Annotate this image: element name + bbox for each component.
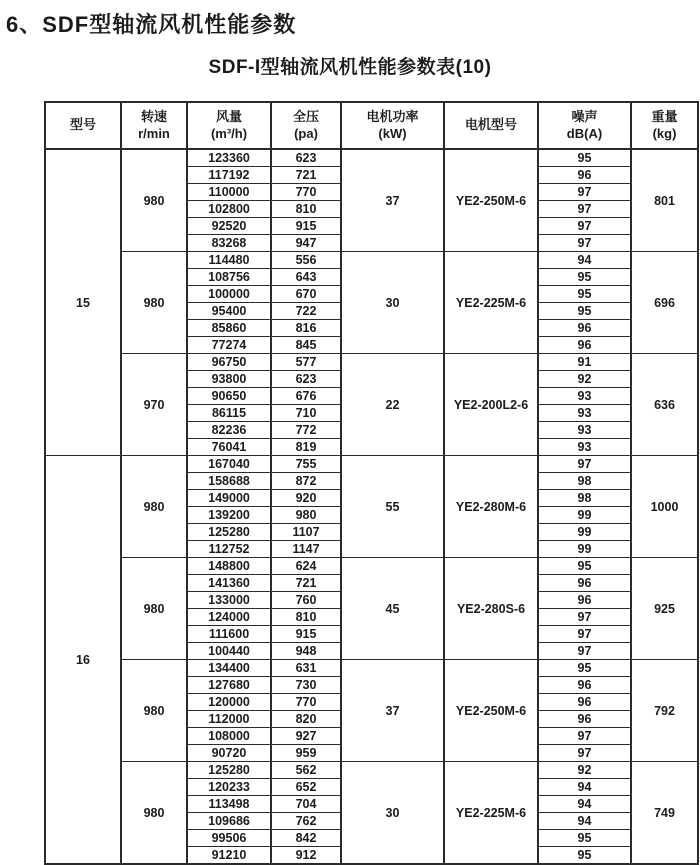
power-cell: 45 <box>341 558 444 660</box>
pressure-cell: 556 <box>271 252 341 269</box>
motor-model-cell: YE2-225M-6 <box>444 762 538 865</box>
motor-model-cell: YE2-280M-6 <box>444 456 538 558</box>
weight-cell: 925 <box>631 558 698 660</box>
noise-cell: 92 <box>538 371 631 388</box>
table-title: SDF-I型轴流风机性能参数表(10) <box>208 57 492 78</box>
power-cell: 55 <box>341 456 444 558</box>
pressure-cell: 1107 <box>271 524 341 541</box>
page-title: 6、SDF型轴流风机性能参数 <box>6 12 297 37</box>
airflow-cell: 108000 <box>187 728 271 745</box>
pressure-cell: 770 <box>271 184 341 201</box>
noise-cell: 95 <box>538 558 631 575</box>
airflow-cell: 139200 <box>187 507 271 524</box>
noise-cell: 95 <box>538 830 631 847</box>
pressure-cell: 623 <box>271 149 341 167</box>
noise-cell: 97 <box>538 609 631 626</box>
pressure-cell: 721 <box>271 167 341 184</box>
pressure-cell: 920 <box>271 490 341 507</box>
airflow-cell: 112752 <box>187 541 271 558</box>
noise-cell: 96 <box>538 167 631 184</box>
weight-cell: 749 <box>631 762 698 865</box>
noise-cell: 97 <box>538 728 631 745</box>
header-row <box>45 102 698 149</box>
pressure-cell: 624 <box>271 558 341 575</box>
airflow-cell: 113498 <box>187 796 271 813</box>
noise-cell: 94 <box>538 796 631 813</box>
airflow-cell: 90720 <box>187 745 271 762</box>
pressure-cell: 948 <box>271 643 341 660</box>
speed-cell: 980 <box>121 660 187 762</box>
pressure-cell: 721 <box>271 575 341 592</box>
column-header-pressure: 全压 (pa) <box>271 102 341 149</box>
airflow-cell: 96750 <box>187 354 271 371</box>
noise-cell: 96 <box>538 575 631 592</box>
table-row <box>45 354 698 371</box>
noise-cell: 96 <box>538 592 631 609</box>
airflow-cell: 127680 <box>187 677 271 694</box>
table-row <box>45 252 698 269</box>
column-header-weight: 重量 (kg) <box>631 102 698 149</box>
model-cell: 15 <box>45 149 121 456</box>
pressure-cell: 722 <box>271 303 341 320</box>
airflow-cell: 125280 <box>187 762 271 779</box>
pressure-cell: 912 <box>271 847 341 865</box>
airflow-cell: 120233 <box>187 779 271 796</box>
noise-cell: 97 <box>538 235 631 252</box>
airflow-cell: 114480 <box>187 252 271 269</box>
airflow-cell: 134400 <box>187 660 271 677</box>
pressure-cell: 670 <box>271 286 341 303</box>
pressure-cell: 927 <box>271 728 341 745</box>
airflow-cell: 141360 <box>187 575 271 592</box>
pressure-cell: 772 <box>271 422 341 439</box>
motor-model-cell: YE2-200L2-6 <box>444 354 538 456</box>
table-row <box>45 558 698 575</box>
airflow-cell: 125280 <box>187 524 271 541</box>
power-cell: 37 <box>341 149 444 252</box>
airflow-cell: 149000 <box>187 490 271 507</box>
motor-model-cell: YE2-250M-6 <box>444 660 538 762</box>
noise-cell: 96 <box>538 694 631 711</box>
airflow-cell: 95400 <box>187 303 271 320</box>
noise-cell: 96 <box>538 677 631 694</box>
motor-model-cell: YE2-280S-6 <box>444 558 538 660</box>
noise-cell: 95 <box>538 269 631 286</box>
pressure-cell: 577 <box>271 354 341 371</box>
noise-cell: 97 <box>538 643 631 660</box>
pressure-cell: 947 <box>271 235 341 252</box>
noise-cell: 97 <box>538 626 631 643</box>
noise-cell: 96 <box>538 320 631 337</box>
airflow-cell: 91210 <box>187 847 271 865</box>
motor-model-cell: YE2-250M-6 <box>444 149 538 252</box>
noise-cell: 95 <box>538 286 631 303</box>
table-row <box>45 456 698 473</box>
airflow-cell: 100000 <box>187 286 271 303</box>
airflow-cell: 111600 <box>187 626 271 643</box>
power-cell: 22 <box>341 354 444 456</box>
pressure-cell: 1147 <box>271 541 341 558</box>
noise-cell: 93 <box>538 388 631 405</box>
airflow-cell: 83268 <box>187 235 271 252</box>
noise-cell: 99 <box>538 541 631 558</box>
table-row <box>45 660 698 677</box>
noise-cell: 97 <box>538 456 631 473</box>
speed-cell: 980 <box>121 252 187 354</box>
noise-cell: 97 <box>538 201 631 218</box>
speed-cell: 980 <box>121 149 187 252</box>
noise-cell: 99 <box>538 507 631 524</box>
noise-cell: 93 <box>538 405 631 422</box>
weight-cell: 1000 <box>631 456 698 558</box>
airflow-cell: 124000 <box>187 609 271 626</box>
airflow-cell: 102800 <box>187 201 271 218</box>
airflow-cell: 133000 <box>187 592 271 609</box>
pressure-cell: 631 <box>271 660 341 677</box>
column-header-airflow: 风量 (m³/h) <box>187 102 271 149</box>
airflow-cell: 167040 <box>187 456 271 473</box>
airflow-cell: 85860 <box>187 320 271 337</box>
noise-cell: 93 <box>538 439 631 456</box>
power-cell: 37 <box>341 660 444 762</box>
noise-cell: 95 <box>538 303 631 320</box>
table-header <box>45 102 698 149</box>
airflow-cell: 148800 <box>187 558 271 575</box>
noise-cell: 99 <box>538 524 631 541</box>
model-cell: 16 <box>45 456 121 865</box>
airflow-cell: 110000 <box>187 184 271 201</box>
pressure-cell: 915 <box>271 626 341 643</box>
noise-cell: 95 <box>538 149 631 167</box>
airflow-cell: 77274 <box>187 337 271 354</box>
power-cell: 30 <box>341 252 444 354</box>
pressure-cell: 816 <box>271 320 341 337</box>
column-header-power: 电机功率 (kW) <box>341 102 444 149</box>
weight-cell: 696 <box>631 252 698 354</box>
airflow-cell: 100440 <box>187 643 271 660</box>
airflow-cell: 99506 <box>187 830 271 847</box>
pressure-cell: 842 <box>271 830 341 847</box>
airflow-cell: 109686 <box>187 813 271 830</box>
pressure-cell: 704 <box>271 796 341 813</box>
pressure-cell: 819 <box>271 439 341 456</box>
noise-cell: 95 <box>538 847 631 865</box>
noise-cell: 95 <box>538 660 631 677</box>
noise-cell: 96 <box>538 711 631 728</box>
column-header-model: 型号 <box>45 102 121 149</box>
airflow-cell: 158688 <box>187 473 271 490</box>
noise-cell: 98 <box>538 473 631 490</box>
pressure-cell: 760 <box>271 592 341 609</box>
airflow-cell: 82236 <box>187 422 271 439</box>
airflow-cell: 76041 <box>187 439 271 456</box>
motor-model-cell: YE2-225M-6 <box>444 252 538 354</box>
table-row <box>45 762 698 779</box>
airflow-cell: 120000 <box>187 694 271 711</box>
airflow-cell: 112000 <box>187 711 271 728</box>
pressure-cell: 623 <box>271 371 341 388</box>
noise-cell: 94 <box>538 252 631 269</box>
airflow-cell: 117192 <box>187 167 271 184</box>
noise-cell: 94 <box>538 813 631 830</box>
noise-cell: 98 <box>538 490 631 507</box>
noise-cell: 93 <box>538 422 631 439</box>
pressure-cell: 730 <box>271 677 341 694</box>
pressure-cell: 762 <box>271 813 341 830</box>
noise-cell: 97 <box>538 745 631 762</box>
noise-cell: 97 <box>538 184 631 201</box>
pressure-cell: 676 <box>271 388 341 405</box>
column-header-speed: 转速 r/min <box>121 102 187 149</box>
table-body <box>45 149 698 864</box>
pressure-cell: 980 <box>271 507 341 524</box>
pressure-cell: 872 <box>271 473 341 490</box>
power-cell: 30 <box>341 762 444 865</box>
speed-cell: 970 <box>121 354 187 456</box>
column-header-noise: 噪声 dB(A) <box>538 102 631 149</box>
noise-cell: 91 <box>538 354 631 371</box>
weight-cell: 792 <box>631 660 698 762</box>
noise-cell: 96 <box>538 337 631 354</box>
pressure-cell: 959 <box>271 745 341 762</box>
airflow-cell: 92520 <box>187 218 271 235</box>
noise-cell: 94 <box>538 779 631 796</box>
airflow-cell: 108756 <box>187 269 271 286</box>
airflow-cell: 90650 <box>187 388 271 405</box>
airflow-cell: 93800 <box>187 371 271 388</box>
table-row <box>45 149 698 167</box>
column-header-motor: 电机型号 <box>444 102 538 149</box>
pressure-cell: 915 <box>271 218 341 235</box>
weight-cell: 801 <box>631 149 698 252</box>
performance-table <box>44 101 699 865</box>
pressure-cell: 820 <box>271 711 341 728</box>
airflow-cell: 123360 <box>187 149 271 167</box>
pressure-cell: 652 <box>271 779 341 796</box>
speed-cell: 980 <box>121 558 187 660</box>
noise-cell: 92 <box>538 762 631 779</box>
pressure-cell: 810 <box>271 201 341 218</box>
airflow-cell: 86115 <box>187 405 271 422</box>
pressure-cell: 810 <box>271 609 341 626</box>
speed-cell: 980 <box>121 456 187 558</box>
pressure-cell: 755 <box>271 456 341 473</box>
weight-cell: 636 <box>631 354 698 456</box>
noise-cell: 97 <box>538 218 631 235</box>
speed-cell: 980 <box>121 762 187 865</box>
pressure-cell: 845 <box>271 337 341 354</box>
pressure-cell: 770 <box>271 694 341 711</box>
pressure-cell: 643 <box>271 269 341 286</box>
pressure-cell: 710 <box>271 405 341 422</box>
pressure-cell: 562 <box>271 762 341 779</box>
